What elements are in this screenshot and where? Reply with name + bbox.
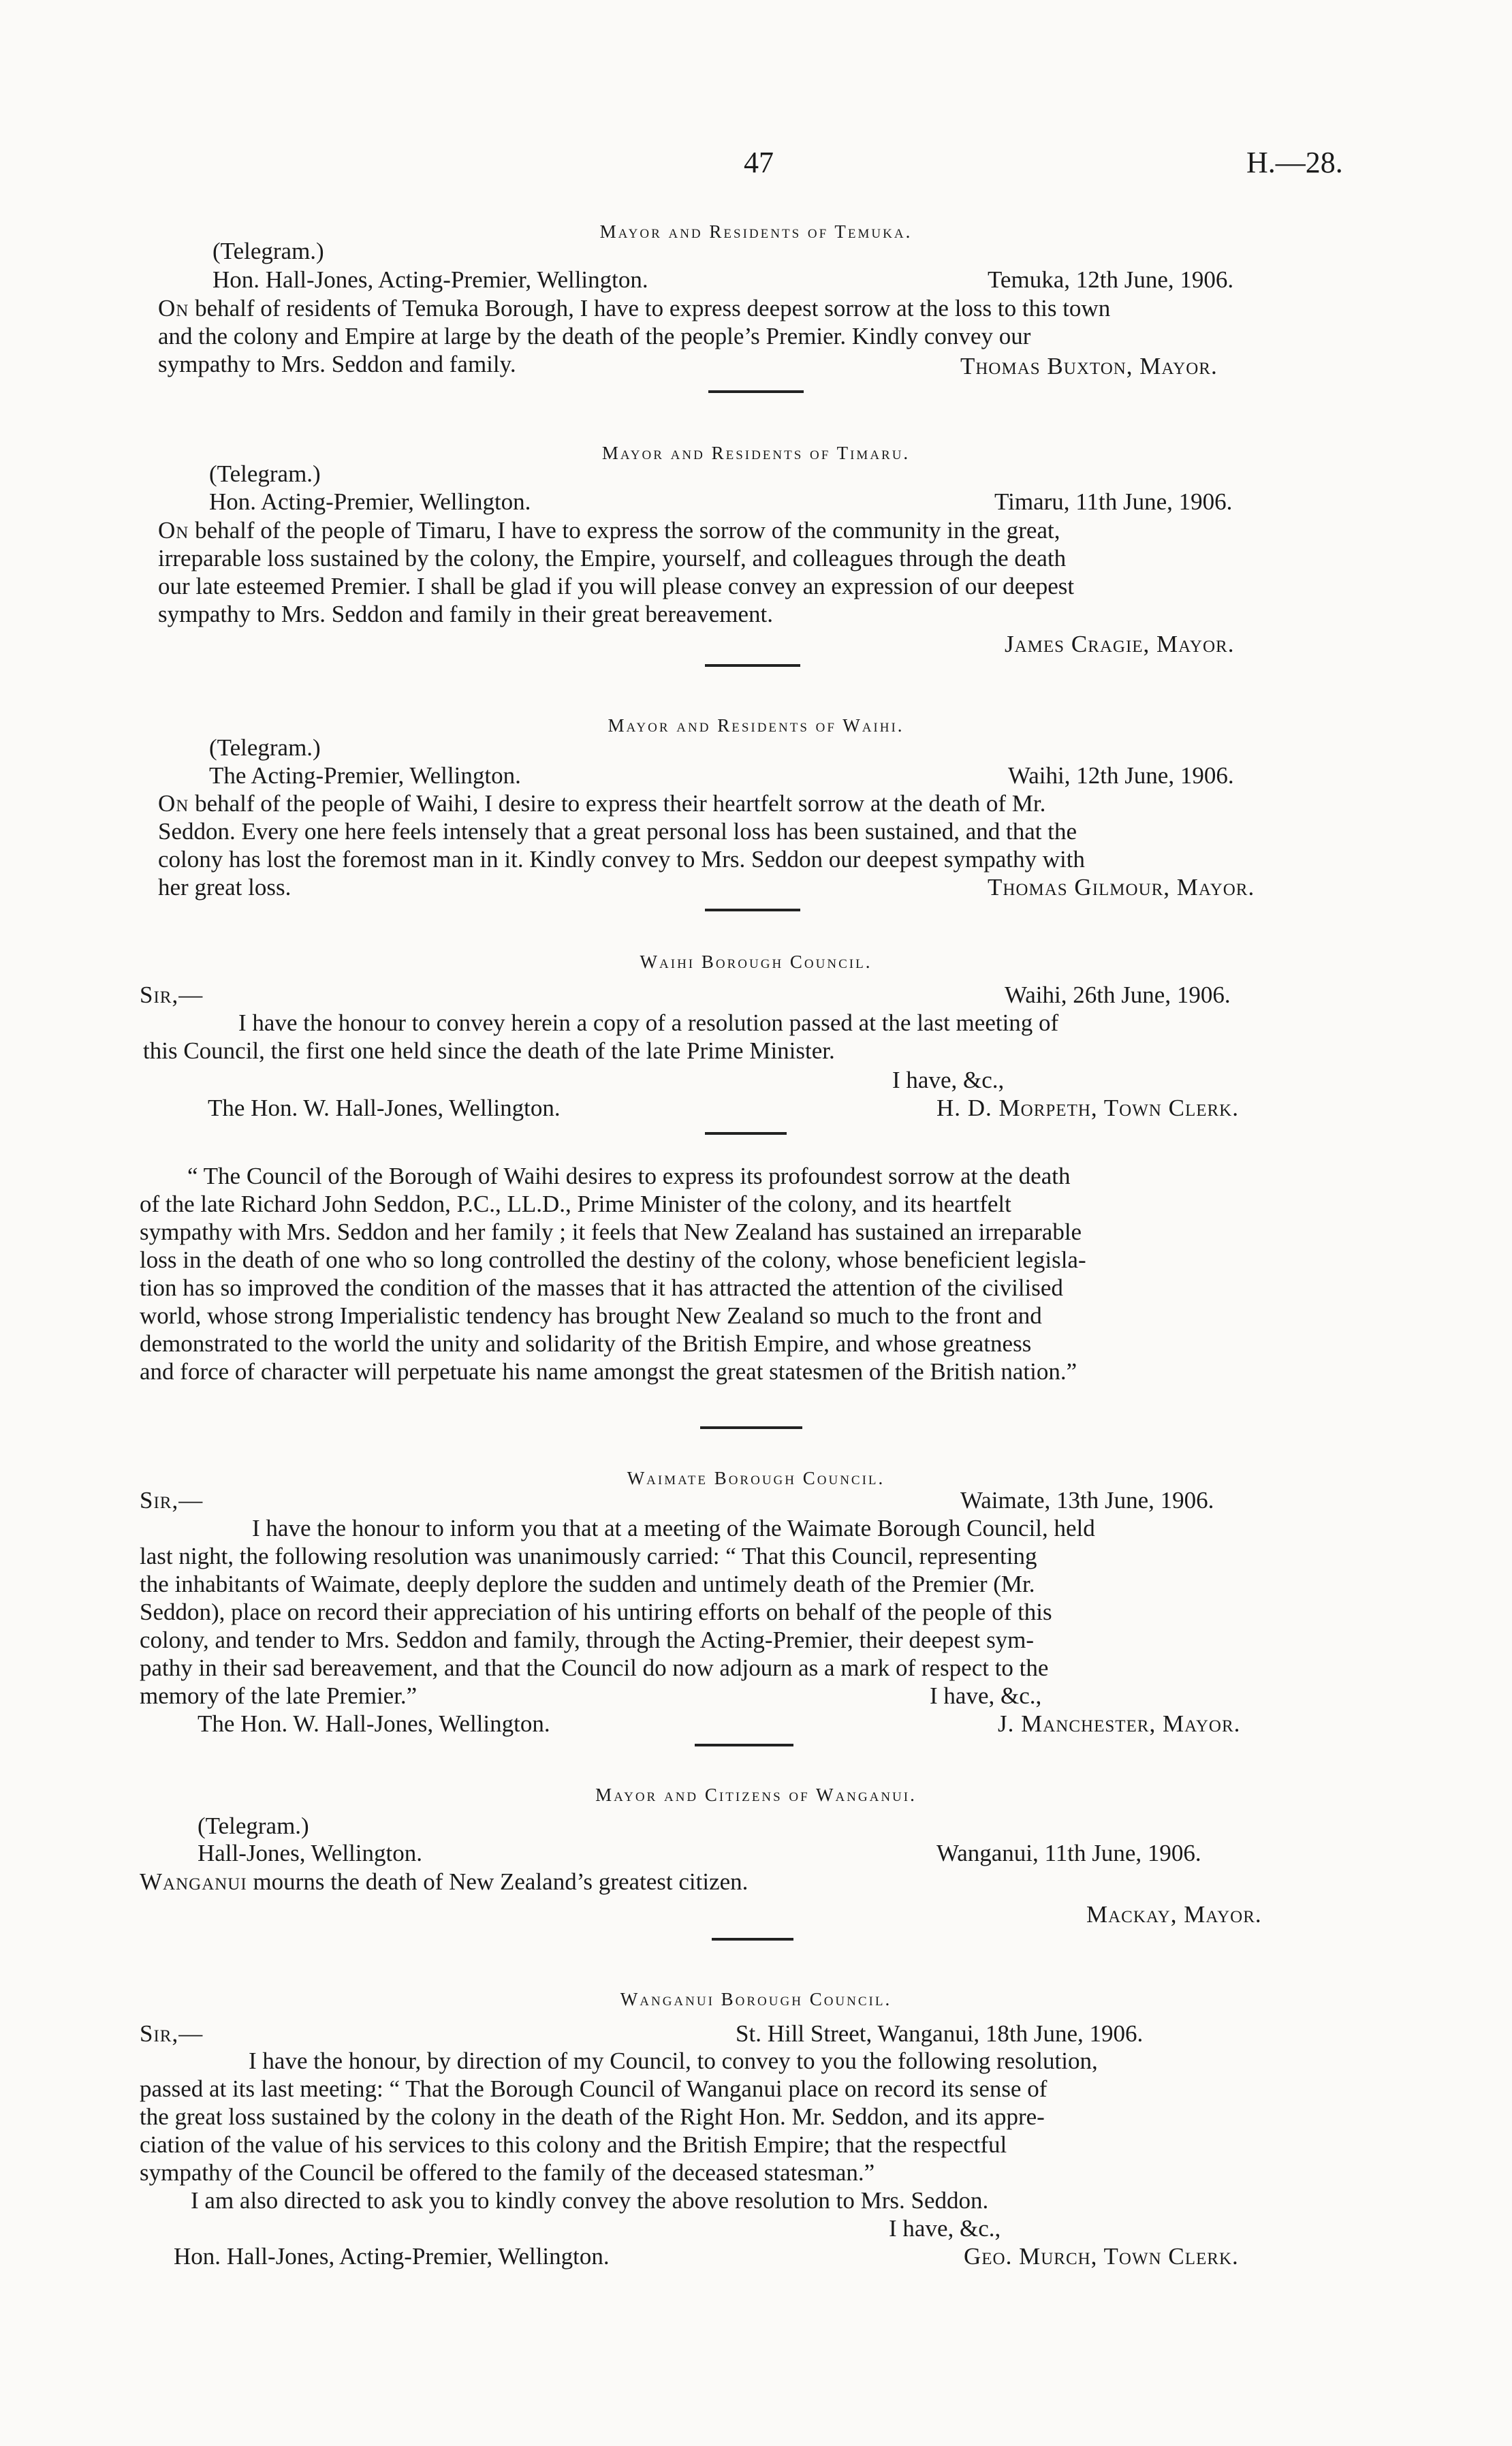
telegram-label: (Telegram.) [209,460,321,487]
addressee: Hon. Acting-Premier, Wellington. [209,488,531,515]
message-body: On behalf of the people of Waihi, I desire to express their heartfelt sorrow at the death of Mr. Seddon. Every one here feels intensely that a great personal loss has been sustained, and that the colony has lost the foremost man in it. Kindly convey to Mrs. Seddon our deepest sympathy with her great loss. [158,790,1085,900]
signature: Thomas Gilmour, Mayor. [988,874,1255,900]
message-body: On behalf of the people of Timaru, I have to express the sorrow of the community in the great, irreparable loss sustained by the colony, the Empire, yourself, and colleagues through the death our late esteemed Premier. I shall be glad if you will please convey an expression of our deepest sympathy to Mrs. Seddon and family in their great bereavement. [158,517,1075,627]
place-date: Waimate, 13th June, 1906. [960,1487,1214,1514]
lead-word: On [158,517,189,544]
place-date: Temuka, 12th June, 1906. [988,266,1234,293]
section-divider [695,1744,793,1746]
place-date: Wanganui, 11th June, 1906. [936,1840,1201,1866]
addressee: The Acting-Premier, Wellington. [209,762,521,789]
telegram-label: (Telegram.) [209,734,321,761]
salutation: Sir,— [140,982,204,1008]
telegram-label: (Telegram.) [212,238,324,264]
closing: I have, &c., [889,2215,1001,2242]
place-date: St. Hill Street, Wanganui, 18th June, 1906. [736,2020,1144,2047]
section-divider [705,664,800,667]
section-heading: Mayor and Residents of Temuka. [599,221,913,242]
letter-body: I have the honour to inform you that at a meeting of the Waimate Borough Council, held last night, the following resolution was unanimously carried: “ That this Council, representing the inhabitants of Waimate, deeply deplore the sudden and untimely death of the Premier (Mr. Seddon), place on record their appreciation of his untiring efforts on behalf of the people of this colony, and tender to Mrs. Seddon and family, through the Acting-Premier, their deepest sym- pathy in their sad bereavement, and that the Council do now adjourn as a mark of respect to the memory of the late Premier.” [140,1515,1095,1709]
telegram-label: (Telegram.) [198,1813,309,1839]
signature: Mackay, Mayor. [1086,1901,1262,1928]
place-date: Timaru, 11th June, 1906. [994,488,1233,515]
closing: I have, &c., [892,1067,1005,1093]
message-body: On behalf of residents of Temuka Borough, I have to express deepest sorrow at the loss to this town and the colony and Empire at large by the death of the people’s Premier. Kindly convey our sympathy to Mrs. Seddon and family. [158,295,1111,377]
signature: Geo. Murch, Town Clerk. [964,2243,1239,2270]
addressee: Hall-Jones, Wellington. [198,1840,422,1866]
salutation: Sir,— [140,2020,204,2047]
section-heading: Mayor and Residents of Timaru. [601,443,911,463]
lead-word: On [158,790,189,817]
signature: H. D. Morpeth, Town Clerk. [936,1095,1239,1121]
section-divider [712,1938,793,1941]
section-heading: Waihi Borough Council. [640,952,872,972]
letter-body: I have the honour, by direction of my Council, to convey to you the following resolution, passed at its last meeting: “ That the Borough Council of Wanganui place on record its sense of the great loss sustained by the colony in the death of the Right Hon. Mr. Seddon, and its appre- ciation of the value of his services to this colony and the British Empire; that the respectful sympathy of the Council be offered to the family of the deceased statesman.” I am also directed to ask you to kindly convey the above resolution to Mrs. Seddon. [140,2048,1098,2214]
section-heading: Mayor and Citizens of Wanganui. [595,1785,917,1805]
signature: James Cragie, Mayor. [1005,631,1235,657]
place-date: Waihi, 26th June, 1906. [1005,982,1231,1008]
addressee: The Hon. W. Hall-Jones, Wellington. [208,1095,561,1121]
addressee: The Hon. W. Hall-Jones, Wellington. [198,1710,550,1737]
section-heading: Wanganui Borough Council. [620,1989,892,2009]
section-divider [705,1132,787,1135]
signature: Thomas Buxton, Mayor. [960,353,1218,379]
resolution-quote: “ The Council of the Borough of Waihi desires to express its profoundest sorrow at the death of the late Richard John Seddon, P.C., LL.D., Prime Minister of the colony, and its heartfelt sympathy with Mrs. Seddon and her family ; it feels that New Zealand has sustained an irreparable loss in the death of one who so long controlled the destiny of the colony, whose beneficient legisla- tion has so improved the condition of the masses that it has attracted the attention of the civilised world, whose strong Imperialistic tendency has brought New Zealand so much to the front and demonstrated to the world the unity and solidarity of the British Empire, and whose greatness and force of character will perpetuate his name amongst the great statesmen of the British nation.” [140,1163,1086,1385]
place-date: Waihi, 12th June, 1906. [1008,762,1234,789]
message-body: Wanganui mourns the death of New Zealand’s greatest citizen. [140,1868,749,1895]
page-number: 47 [744,146,774,179]
lead-word: Wanganui [140,1868,247,1895]
letter-body: I have the honour to convey herein a copy of a resolution passed at the last meeting of this Council, the first one held since the death of the late Prime Minister. [143,1009,1059,1064]
salutation: Sir,— [140,1487,204,1514]
section-divider [705,909,800,911]
closing: I have, &c., [930,1682,1042,1709]
addressee: Hon. Hall-Jones, Acting-Premier, Wellington. [174,2243,610,2270]
section-divider [700,1426,802,1429]
section-heading: Waimate Borough Council. [627,1468,885,1488]
document-reference: H.—28. [1246,146,1343,179]
addressee: Hon. Hall-Jones, Acting-Premier, Wellington. [212,266,648,293]
section-heading: Mayor and Residents of Waihi. [608,715,904,736]
lead-word: On [158,295,189,322]
section-divider [708,390,804,393]
signature: J. Manchester, Mayor. [998,1710,1241,1737]
